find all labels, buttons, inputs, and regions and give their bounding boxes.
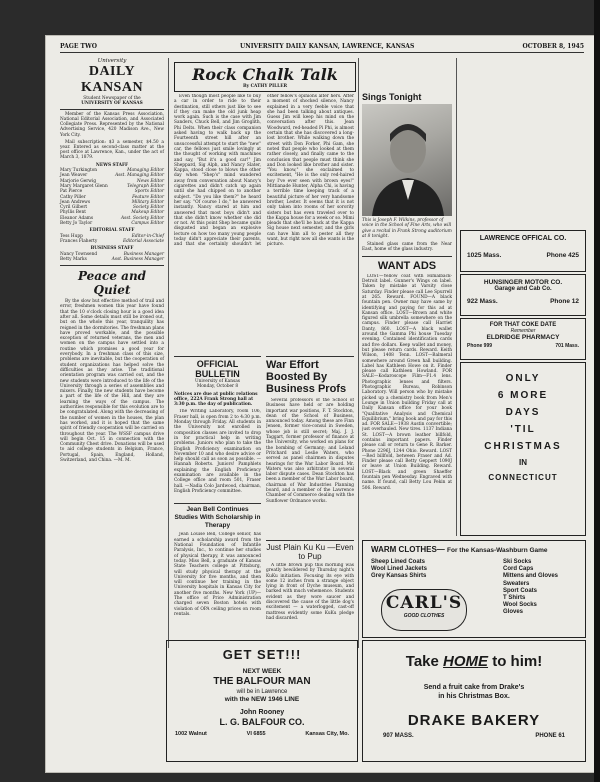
coke-phone: Phone 999 xyxy=(467,343,493,349)
business-staff-heading: BUSINESS STAFF xyxy=(90,246,134,252)
rock-chalk-body xyxy=(174,94,354,352)
ad-christmas-countdown xyxy=(460,362,586,536)
carls-item: Wool Lined Jackets xyxy=(371,566,427,573)
folio-line xyxy=(60,42,584,53)
war-effort-headline: War Effort Boosted By Business Profs xyxy=(266,359,347,395)
balfour-line4: with the NEW 1946 LINE xyxy=(224,696,300,703)
drake-headline-c: to him! xyxy=(492,653,543,670)
news-staff-heading: NEWS STAFF xyxy=(95,162,129,168)
want-ads-continued xyxy=(460,58,586,228)
editorial-staff-heading: EDITORIAL STAFF xyxy=(89,228,135,234)
staff-role: Military Editor xyxy=(131,199,164,205)
staff-name: Cathy Piller xyxy=(60,194,86,200)
staff-name: Tess Hupp xyxy=(60,233,83,239)
jean-bell-body: Jean Louise Bell, College senior, has earned a scholarship award from the National Foundation of Infantile Paralysis, Inc., to continue her studies of physical therapy, it was announced today. Miss Bell, a graduate of Kansas State Teachers college at Pittsburg, will study physical therapy at the University for five months, and then will continue her training in the University hospitals in Kansas City for another five months. New York (UP)—The office of Price Administration charged seven Boston hotels with violation of OPA ceiling prices on room rentals. xyxy=(174,532,261,617)
singer-caption: This is Joseph F. Wilkins, professor of voice in the School of Fine Arts, who will give a recital in Frank Strong auditorium at 8 tonight. xyxy=(362,218,452,239)
staff-role: Managing Editor xyxy=(127,168,164,174)
hunsinger-address: 922 Mass. xyxy=(467,298,498,305)
christmas-line-0: ONLY xyxy=(505,373,541,384)
masthead-sub2: UNIVERSITY OF KANSAS xyxy=(81,101,143,107)
business-staff-list xyxy=(60,252,164,263)
staff-row xyxy=(60,239,164,244)
carls-title: WARM CLOTHES— xyxy=(371,545,445,554)
drake-headline-a: Take xyxy=(405,653,439,670)
rock-chalk-byline: By CATHY PILLER xyxy=(242,84,288,89)
want-ads-body: LOST—Yellow coat with Himalback-Detroit label. Gunner's Wings on label. Taken by mistake at Varsity close Saturday. Finder please call Lee Spurrell at 265. Reward. FOUND—A black fountain pen. Owner may have same by identifying and paying for this ad at Kansan office. LOST—Brown and white figured silk umbrella somewhere on the campus. Finder please call Harriet Danty, 860. LOST—A black wallet around the Gamma Phi house Tuesday evening. Contained identification cards and five dollars. Keep wallet and money, but please return cards. Reward. Keith Wilson, 1408 Tenn. LOST—Balmeral somewhere around Green hall building. Label has Kathleen Howe on it. Finder please call Kathleen Howland. FOR SALE—Kodaroscope Film—F1.4 lens. Photographic lenses and filters. Photographic Bureau, Robinson Laboratory. Will person who by mistake picked up a chemistry book from Men's Lounge in Union building Friday call at Daily Kansan office for your book "Qualitative Analysis and Chemical Equilibrium," bring book and pay for this ad. FOR SALE—1938 Austin convertible; just overhauled. New tires. 1137 Indiana St. LOST—A brown leather billfold, contains important papers. Finder please call or return to Gene R. Barker. Phone 2296J, 1244 Ohio. Reward. LOST—Red billfold, between Fraser and Ad. Finder please call Betty Geppert 1090J or leave at Union Building. Reward. LOST—Black and green Shaeffer fountain pen Wednesday. Engraved with name. If found, call Betty Lou Pekin at 506. Reward. xyxy=(362,273,452,491)
folio-page: PAGE TWO xyxy=(60,43,97,50)
staff-role: News Editor xyxy=(136,178,164,184)
staff-name: Pat Pierce xyxy=(60,189,83,195)
hunsinger-phone: Phone 12 xyxy=(550,298,579,305)
editorial-headline: Peace and Quiet xyxy=(77,269,147,298)
carls-logo xyxy=(381,589,467,631)
balfour-city: Kansas City, Mo. xyxy=(305,731,349,737)
staff-name: Eleanor Adams xyxy=(60,215,94,221)
coke-name: ELDRIDGE PHARMACY xyxy=(486,334,560,341)
drake-line2: in his Christmas Box. xyxy=(438,693,510,700)
news-staff-list xyxy=(60,168,164,226)
carls-item: Cord Caps xyxy=(503,566,534,573)
masthead-blurb2: Mail subscription: $3 a semester, $4.50 a year. Entered as second-class matter at the post office at Lawrence, Kan., under the act of March 3, 1879. xyxy=(60,139,164,161)
carls-item: T Shirts xyxy=(503,595,526,602)
masthead-blurb: Member of the Kansas Press Association, National Editorial Association, and Associated Collegiate Press. Represented by the National Advertising Service, 420 Madison Ave., New York City. xyxy=(60,111,164,138)
drake-headline-b: HOME xyxy=(443,653,489,670)
staff-name: Betty Jo Taylor xyxy=(60,221,93,227)
balfour-headline: GET SET!!! xyxy=(222,647,302,662)
editorial-body: By the slow but effective method of trail and error, freshmen women this year have found that the 10 o'clock closing hour is a good idea after all. Some details must still be ironed out, but on the whole this year, tranquility has reigned in the dormitories. The freshman plans have proved workable, and the possible exception of returned veterans, the men and women on the campus have settled into a routine which promises a good year for everybody. In a freshman class of this size, problems are inevitable, but the cooperation of student organizations has helped solve the difficulties as they arise. The traditional orientation program was carried out, and the new students were introduced to the life of the University through a series of assemblies and mixers. Finally, the new students have become a part of the life of the Hill, and they are learning the ways of the campus. The authorities responsible for this evolution are to be congratulated. Along with the decreasing of the number of women in the houses, the plan has worked, and it is hoped that the same spirit of friendly cooperation will be carried on throughout the year. The WSSF campus drive will begin Oct. 15 in connection with the Community Chest drive. Donations will be used to aid college students in Belgium, France, Portugal, Spain, England, Holland, Switzerland, and China. —M. M. xyxy=(60,299,164,464)
hunsinger-name: HUNSINGER MOTOR CO. xyxy=(483,279,563,286)
masthead-sub1: Student Newspaper of the xyxy=(83,96,141,101)
ad-carls xyxy=(362,540,586,638)
rock-chalk-title: Rock Chalk Talk xyxy=(192,65,338,84)
coke-line1: FOR THAT COKE DATE xyxy=(489,322,557,328)
want-ads-title: WANT ADS xyxy=(377,259,437,272)
drake-phone: PHONE 61 xyxy=(535,733,565,739)
staff-role: Editorial Associate xyxy=(122,238,164,244)
drake-address: 907 MASS. xyxy=(383,733,414,739)
balfour-address: 1002 Walnut xyxy=(175,731,207,737)
bulletin-notice: Notices are due at public relations office, 222A Frank Strong hall at 3:30 p.m. the day of publication. xyxy=(174,391,258,408)
staff-row xyxy=(60,221,164,226)
drake-line1: Send a fruit cake from Drake's xyxy=(423,684,525,691)
staff-role: Business Manager xyxy=(123,251,164,257)
balfour-name2: L. G. BALFOUR CO. xyxy=(219,717,305,727)
carls-item: Grey Kansas Shirts xyxy=(371,573,427,580)
christmas-line-6: CONNECTICUT xyxy=(488,473,558,482)
ku-ku-headline: Just Plain Ku Ku —Even to Pup xyxy=(266,543,354,561)
jean-bell-headline: Jean Bell Continues Studies With Scholarship in Therapy xyxy=(174,506,261,530)
coke-line2: Remember xyxy=(510,328,536,334)
carls-item: Mittens and Gloves xyxy=(503,573,559,580)
ad-eldridge-pharmacy xyxy=(460,318,586,360)
carls-left-list xyxy=(371,559,481,581)
staff-name: Marjorie Gerwig xyxy=(60,178,97,184)
balfour-phone: VI 6855 xyxy=(246,731,266,737)
ad-drake-bakery xyxy=(362,640,586,762)
war-effort-article xyxy=(266,356,354,627)
balfour-line1: NEXT WEEK xyxy=(242,668,282,675)
sings-note: Stained glass came from the Near East, home of the glass industry. xyxy=(362,242,452,253)
ad-balfour xyxy=(166,640,358,762)
staff-role: Asst. Society Editor xyxy=(121,215,164,221)
christmas-line-3: 'TIL xyxy=(510,424,536,435)
page-edge xyxy=(594,0,600,782)
christmas-line-5: IN xyxy=(519,458,527,467)
balfour-line2: THE BALFOUR MAN xyxy=(213,676,311,687)
folio-title: UNIVERSITY DAILY KANSAN, LAWRENCE, KANSAS xyxy=(240,43,415,50)
bulletin-title: OFFICIAL BULLETIN xyxy=(195,359,240,379)
carls-item: Ski Socks xyxy=(503,559,532,565)
staff-name: Cyril Gilbert xyxy=(60,205,88,211)
staff-role: Feature Editor xyxy=(132,194,164,200)
war-effort-body: Several professors of the School of Business have held or are holding important war positions, F. T. Stockton, dean of the School of Business, announced today. Among these are Finn Jensen, former vice-consul in Sweden, whose job is still secret; Maj. J. J. Taggart, former professor of finance at the University, who worked on plans for the bombing of Germany; and Leland Pritchard and Leslie Waters, who served as panel chairmen in disputes hearings for the War Labor Board. Mr. Waters was also arbitrator in several labor dispute cases. Dean Stockton has been a member of the War Labor board, chairman of War Industries Planning board, and a member of the Lawrence Chamber of Commerce dealing with the Sunflower Ordnance works. xyxy=(266,398,354,504)
staff-name: Betty Marks xyxy=(60,256,87,262)
ad-hunsinger xyxy=(460,274,586,316)
staff-role: Makeup Editor xyxy=(131,210,164,216)
bulletin-sub1: University of Kansas xyxy=(195,379,240,384)
ku-ku-body: A little brown pup this morning was greatly bewildered by Thursday night's KuKu initiation. Focusing its eye with some 12 inches from a strange object lying in front of Dyche museum, and barked with much vehemence. Students evident as they wore saucer and discovered the cause of the little dog's excitement — a waterlogged, cast-off mattress evidently some KuKu pledge had discarded. xyxy=(266,563,354,621)
carls-right-list xyxy=(503,559,581,617)
staff-row xyxy=(60,257,164,262)
balfour-name1: John Rooney xyxy=(239,709,285,716)
staff-name: Phyllis Bent xyxy=(60,210,86,216)
staff-role: Telegraph Editor xyxy=(127,183,164,189)
staff-name: Jean Andrews xyxy=(60,199,91,205)
sings-title: Sings Tonight xyxy=(362,92,422,102)
ad-lawrence-oil xyxy=(460,230,586,272)
masthead-kicker: University xyxy=(97,58,127,64)
folio-date: OCTOBER 8, 1945 xyxy=(522,43,584,50)
staff-role: Asst. Managing Editor xyxy=(115,173,164,179)
carls-item: Sport Coats xyxy=(503,587,538,594)
bulletin-sub2: Monday, October 8 xyxy=(196,384,239,390)
rock-chalk-text: Even though most people like to buy a car in order to ride to their destination, still others just like to see if they can make the old junk heap work again. Such is the case with Jim Sanders, Chuck Bell, and Jim Groglith, Phi Delts. When their class companion asked having to walk back up the Fourteenth street hill after an unsuccessful attempt to start the "new" car, the fellows just smile lovingly at the thought of working with machines and say, "But it's a good car!" Jim Sheppard, Sig Alph, and Nancy Slater, Kappa, stood close to blows the other day when "Shep's" mind wandered away from conversation about Nancy's cigarettes and didn't catch up again until she had chipped on to another subject. "Do you like them?" he heard her say. "Of course I do," he answered instantly. Nancy stared at him and answered that most boys didn't and that she didn't know whether she did or not. At this point Shep became quite disgusted and began an explosive lecture on how too many young people today didn't appreciate their parents, and that she certainly shouldn't let other fellow's opinions alter hers. After a moment of shocked silence, Nancy explained in a very feeble voice that she had been talking about antiques. Guess Jim will keep his mind on the conversation after this. Jean Woodward, red-headed Pi Phi, is almost certain that she has discovered a long-lost brother. While walking down the street with Don Forker, Phi Gam, she noted that people who looked at them rather closely, and finally came to the conclusion that people must think she and Don looked like brother and sister. "You know," she exclaimed to excitement, "He is the only red-haired boy I've ever seen with brown eyes!" Mittianade Hunter, Alpha Chi, is having a terrible time keeping track of a beautiful picture of her very handsome brother, Lester. It seems that it is not only taken into rooms of her sorority sisters but has even traveled over to the Kappa house for a week or so. Mimi pleads that she'll be back at the Kappa Sig house next semester, and the girls can have him all to pester all they want, but right now all she wants is the picture. xyxy=(174,94,354,248)
portrait-icon xyxy=(362,104,452,216)
lawrence-oil-address: 1025 Mass. xyxy=(467,252,502,259)
staff-role: Editor-in-Chief xyxy=(131,233,164,239)
staff-name: Frances Flaherty xyxy=(60,238,98,244)
lawrence-oil-phone: Phone 425 xyxy=(546,252,579,259)
staff-role: Campus Editor xyxy=(131,221,164,227)
staff-role: Asst. Business Manager xyxy=(111,256,164,262)
carls-item: Sweaters xyxy=(503,580,530,587)
carls-logo-text: CARL'S xyxy=(385,593,463,613)
staff-name: Nancy Townsend xyxy=(60,251,98,257)
sings-tonight xyxy=(362,92,452,497)
staff-role: Society Editor xyxy=(132,205,164,211)
staff-role: Sports Editor xyxy=(134,189,164,195)
christmas-line-1: 6 MORE xyxy=(497,390,549,401)
christmas-line-4: CHRISTMAS xyxy=(484,441,562,452)
newspaper-page xyxy=(46,36,594,772)
carls-logo-tag: GOOD CLOTHES xyxy=(403,613,445,619)
carls-item: Gloves xyxy=(503,609,524,616)
staff-name: Mary Margaret Glenn xyxy=(60,183,108,189)
drake-name: DRAKE BAKERY xyxy=(407,712,541,729)
editorial-staff-list xyxy=(60,234,164,245)
staff-name: Jean Weaver xyxy=(60,173,88,179)
staff-name: Mary Turkington xyxy=(60,168,98,174)
hunsinger-line: Garage and Cab Co. xyxy=(494,286,552,292)
carls-subtitle: For the Kansas-Washburn Game xyxy=(447,547,548,554)
carls-item: Wool Socks xyxy=(503,602,537,609)
coke-address: 701 Mass. xyxy=(555,343,579,349)
official-bulletin xyxy=(174,356,261,638)
christmas-line-2: DAYS xyxy=(505,407,541,418)
masthead-name: DAILY KANSAN xyxy=(80,64,144,95)
column-masthead xyxy=(60,58,164,465)
bulletin-body: The Writing Laboratory, room 106, Fraser hall, is open from 2 to 4:30 p.m. Monday through Friday. All students in the University not enrolled in composition classes are invited to drop in for practical help in writing problems. Juniors who plan to take the English Proficiency examination on November 10 and who desire advice or help should call as soon as possible. —Hannah Roberts. Juniors! Pamphlets explaining the English Proficiency examination are available in the College office and room 501, Fraser hall. —Nadia Colo Jardwood, chairman, English Proficiency committee. xyxy=(174,409,261,494)
carls-item: Sheep Lined Coats xyxy=(371,559,426,565)
singer-photo xyxy=(362,104,452,216)
balfour-line3: will be in Lawrence xyxy=(236,689,288,695)
lawrence-oil-name: LAWRENCE OFFICAL CO. xyxy=(479,235,567,242)
rock-chalk-banner xyxy=(174,62,356,92)
